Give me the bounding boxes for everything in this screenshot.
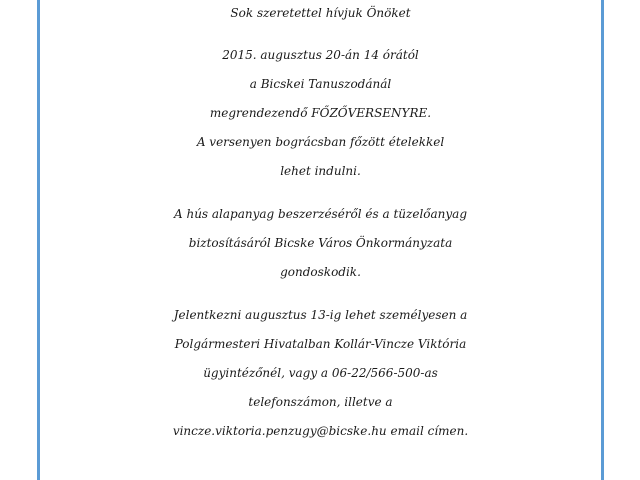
registration-line-3: ügyintézőnél, vagy a 06-22/566-500-as bbox=[203, 366, 438, 380]
event-title-line: megrendezendő FŐZŐVERSENYRE. bbox=[209, 106, 432, 120]
right-border-line bbox=[601, 0, 604, 480]
greeting-line: Sok szeretettel hívjuk Önöket bbox=[230, 6, 411, 20]
registration-line-4: telefonszámon, illetve a bbox=[248, 395, 393, 409]
registration-paragraph bbox=[40, 301, 601, 446]
supply-line-3: gondoskodik. bbox=[280, 265, 361, 279]
event-paragraph bbox=[40, 41, 601, 186]
event-rules-line: A versenyen bográcsban főzött ételekkel bbox=[196, 135, 445, 149]
registration-email-line: vincze.viktoria.penzugy@bicske.hu email címen. bbox=[172, 424, 469, 438]
registration-line-2: Polgármesteri Hivatalban Kollár-Vincze Viktória bbox=[174, 337, 467, 351]
event-date-line: 2015. augusztus 20-án 14 órától bbox=[222, 48, 419, 62]
supply-line-2: biztosításáról Bicske Város Önkormányzata bbox=[188, 236, 453, 250]
registration-line-1: Jelentkezni augusztus 13-ig lehet személyesen a bbox=[173, 308, 468, 322]
supply-paragraph bbox=[40, 200, 601, 287]
supply-line-1: A hús alapanyag beszerzéséről és a tüzelőanyag bbox=[173, 207, 468, 221]
event-venue-line: a Bicskei Tanuszodánál bbox=[249, 77, 392, 91]
event-rules-line-2: lehet indulni. bbox=[280, 164, 361, 178]
invitation-text bbox=[40, 0, 601, 446]
